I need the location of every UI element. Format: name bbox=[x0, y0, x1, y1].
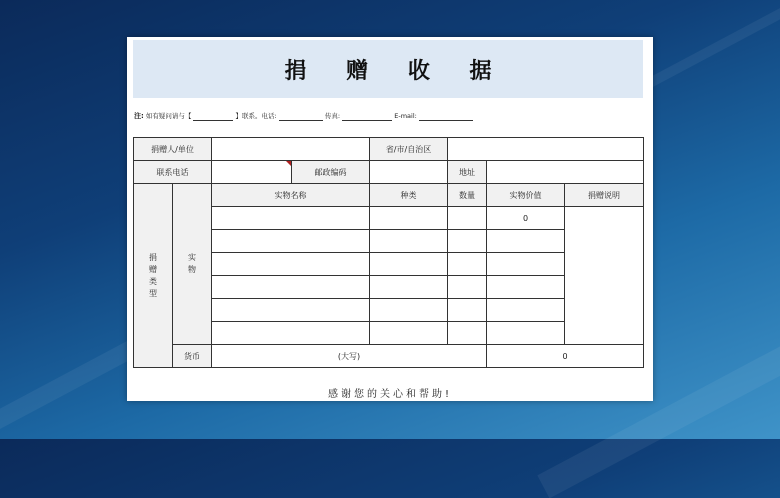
contact-note bbox=[134, 111, 473, 121]
fax-blank[interactable] bbox=[342, 113, 392, 121]
donation-type-label: 捐 赠 类 型 bbox=[134, 184, 173, 368]
item-name-cell[interactable] bbox=[212, 276, 370, 299]
value-total-cell[interactable]: 0 bbox=[487, 207, 565, 230]
quantity-cell[interactable] bbox=[448, 230, 487, 253]
item-name-cell[interactable] bbox=[212, 253, 370, 276]
in-kind-label: 实 物 bbox=[173, 184, 212, 345]
address-label: 地址 bbox=[448, 161, 487, 184]
title-bar bbox=[133, 40, 643, 98]
category-cell[interactable] bbox=[370, 276, 448, 299]
quantity-cell[interactable] bbox=[448, 276, 487, 299]
note-text-before: 如有疑问请与【 bbox=[145, 112, 192, 120]
quantity-cell[interactable] bbox=[448, 299, 487, 322]
receipt-document bbox=[127, 37, 653, 401]
category-cell[interactable] bbox=[370, 253, 448, 276]
currency-label: 货币 bbox=[173, 345, 212, 368]
currency-amount-field[interactable]: 0 bbox=[487, 345, 644, 368]
item-name-cell[interactable] bbox=[212, 207, 370, 230]
province-field[interactable] bbox=[448, 138, 644, 161]
quantity-cell[interactable] bbox=[448, 322, 487, 345]
phone-blank[interactable] bbox=[279, 113, 323, 121]
phone-label: 联系电话 bbox=[134, 161, 212, 184]
item-name-cell[interactable] bbox=[212, 230, 370, 253]
document-title: 捐 赠 收 据 bbox=[284, 58, 508, 84]
contact-name-blank[interactable] bbox=[193, 113, 233, 121]
value-cell[interactable] bbox=[487, 253, 565, 276]
value-cell[interactable] bbox=[487, 299, 565, 322]
category-cell[interactable] bbox=[370, 207, 448, 230]
quantity-cell[interactable] bbox=[448, 207, 487, 230]
postcode-field[interactable] bbox=[370, 161, 448, 184]
address-field[interactable] bbox=[487, 161, 644, 184]
category-header: 种类 bbox=[370, 184, 448, 207]
thanks-message: 感谢您的关心和帮助! bbox=[327, 389, 452, 400]
email-blank[interactable] bbox=[419, 113, 473, 121]
item-name-cell[interactable] bbox=[212, 299, 370, 322]
quantity-header: 数量 bbox=[448, 184, 487, 207]
capital-amount-field[interactable]: (大写) bbox=[212, 345, 487, 368]
category-cell[interactable] bbox=[370, 299, 448, 322]
quantity-cell[interactable] bbox=[448, 253, 487, 276]
remark-header: 捐赠说明 bbox=[565, 184, 644, 207]
value-header: 实物价值 bbox=[487, 184, 565, 207]
donor-label: 捐赠人/单位 bbox=[134, 138, 212, 161]
email-label: E-mail: bbox=[394, 112, 417, 120]
province-label: 省/市/自治区 bbox=[370, 138, 448, 161]
item-name-header: 实物名称 bbox=[212, 184, 370, 207]
donation-form-table bbox=[133, 137, 644, 368]
note-prefix: 注: bbox=[134, 112, 144, 120]
category-cell[interactable] bbox=[370, 322, 448, 345]
value-cell[interactable] bbox=[487, 276, 565, 299]
note-text-after: 】联系。电话: bbox=[235, 112, 277, 120]
category-cell[interactable] bbox=[370, 230, 448, 253]
phone-field[interactable] bbox=[212, 161, 292, 184]
postcode-label: 邮政编码 bbox=[292, 161, 370, 184]
item-name-cell[interactable] bbox=[212, 322, 370, 345]
remark-cell[interactable] bbox=[565, 207, 644, 345]
value-cell[interactable] bbox=[487, 322, 565, 345]
fax-label: 传真: bbox=[324, 112, 341, 120]
value-cell[interactable] bbox=[487, 230, 565, 253]
donor-field[interactable] bbox=[212, 138, 370, 161]
